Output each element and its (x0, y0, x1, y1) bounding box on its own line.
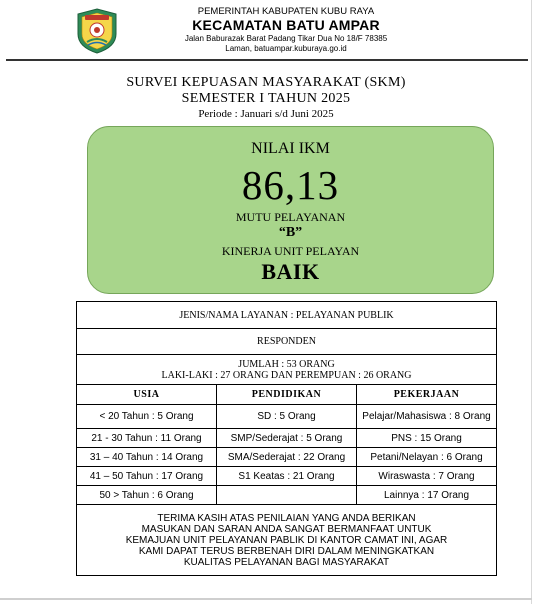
letterhead-divider (6, 59, 528, 61)
usia-cell: 21 - 30 Tahun : 11 Orang (77, 429, 217, 448)
closing-line: TERIMA KASIH ATAS PENILAIAN YANG ANDA BERIKAN (157, 512, 416, 524)
table-row (77, 448, 497, 467)
kubu-raya-emblem-icon (76, 8, 118, 54)
pendidikan-cell: SMA/Sederajat : 22 Orang (217, 448, 357, 467)
office-website: Laman, batuampar.kuburaya.go.id (225, 44, 347, 53)
pekerjaan-cell: Petani/Nelayan : 6 Orang (357, 448, 497, 467)
respondent-total: JUMLAH : 53 ORANG (238, 358, 335, 370)
pendidikan-cell: SD : 5 Orang (217, 405, 357, 429)
pekerjaan-cell: Lainnya : 17 Orang (357, 486, 497, 505)
survey-period: Periode : Januari s/d Juni 2025 (198, 108, 334, 120)
pekerjaan-cell: Wiraswasta : 7 Orang (357, 467, 497, 486)
government-name: PEMERINTAH KABUPATEN KUBU RAYA (197, 6, 375, 17)
respondent-summary (77, 355, 497, 385)
office-name: KECAMATAN BATU AMPAR (192, 17, 380, 33)
closing-message (77, 505, 497, 576)
usia-cell: < 20 Tahun : 5 Orang (77, 405, 217, 429)
ikm-value: 86,13 (241, 162, 340, 208)
survey-title: SURVEI KEPUASAN MASYARAKAT (SKM) (126, 75, 406, 90)
ikm-label: NILAI IKM (251, 140, 330, 157)
usia-cell: 41 – 50 Tahun : 17 Orang (77, 467, 217, 486)
respondent-gender: LAKI-LAKI : 27 ORANG DAN PEREMPUAN : 26 ORANG (161, 369, 412, 381)
service-type: JENIS/NAMA LAYANAN : PELAYANAN PUBLIK (77, 302, 497, 329)
table-row (77, 467, 497, 486)
table-row (77, 405, 497, 429)
closing-line: KEMAJUAN UNIT PELAYANAN PABLIK DI KANTOR CAMAT INI, AGAR (125, 534, 448, 546)
pendidikan-cell: S1 Keatas : 21 Orang (217, 467, 357, 486)
usia-cell: 50 > Tahun : 6 Orang (77, 486, 217, 505)
kinerja-value: BAIK (261, 259, 320, 284)
closing-line: KAMI DAPAT TERUS BERBENAH DIRI DALAM MENINGKATKAN (138, 545, 435, 557)
pendidikan-cell: SMP/Sederajat : 5 Orang (217, 429, 357, 448)
column-header-pekerjaan: PEKERJAAN (357, 385, 497, 405)
mutu-grade: “B” (278, 225, 303, 240)
mutu-label: MUTU PELAYANAN (235, 210, 346, 224)
closing-line: MASUKAN DAN SARAN ANDA SANGAT BERMANFAAT UNTUK (141, 523, 432, 535)
closing-line: KUALITAS PELAYANAN BAGI MASYARAKAT (183, 556, 390, 568)
page-bottom-line (0, 598, 532, 600)
kinerja-label: KINERJA UNIT PELAYAN (221, 244, 360, 258)
table-row (77, 429, 497, 448)
ikm-card (87, 126, 494, 294)
usia-cell: 31 – 40 Tahun : 14 Orang (77, 448, 217, 467)
respondent-table (76, 301, 497, 576)
pendidikan-cell (217, 486, 357, 505)
table-row (77, 486, 497, 505)
respondent-heading: RESPONDEN (77, 329, 497, 355)
office-address: Jalan Baburazak Barat Padang Tikar Dua No 18/F 78385 (184, 34, 388, 43)
pekerjaan-cell: Pelajar/Mahasiswa : 8 Orang (357, 405, 497, 429)
column-header-usia: USIA (77, 385, 217, 405)
pekerjaan-cell: PNS : 15 Orang (357, 429, 497, 448)
survey-semester: SEMESTER I TAHUN 2025 (181, 91, 351, 106)
column-header-pendidikan: PENDIDIKAN (217, 385, 357, 405)
